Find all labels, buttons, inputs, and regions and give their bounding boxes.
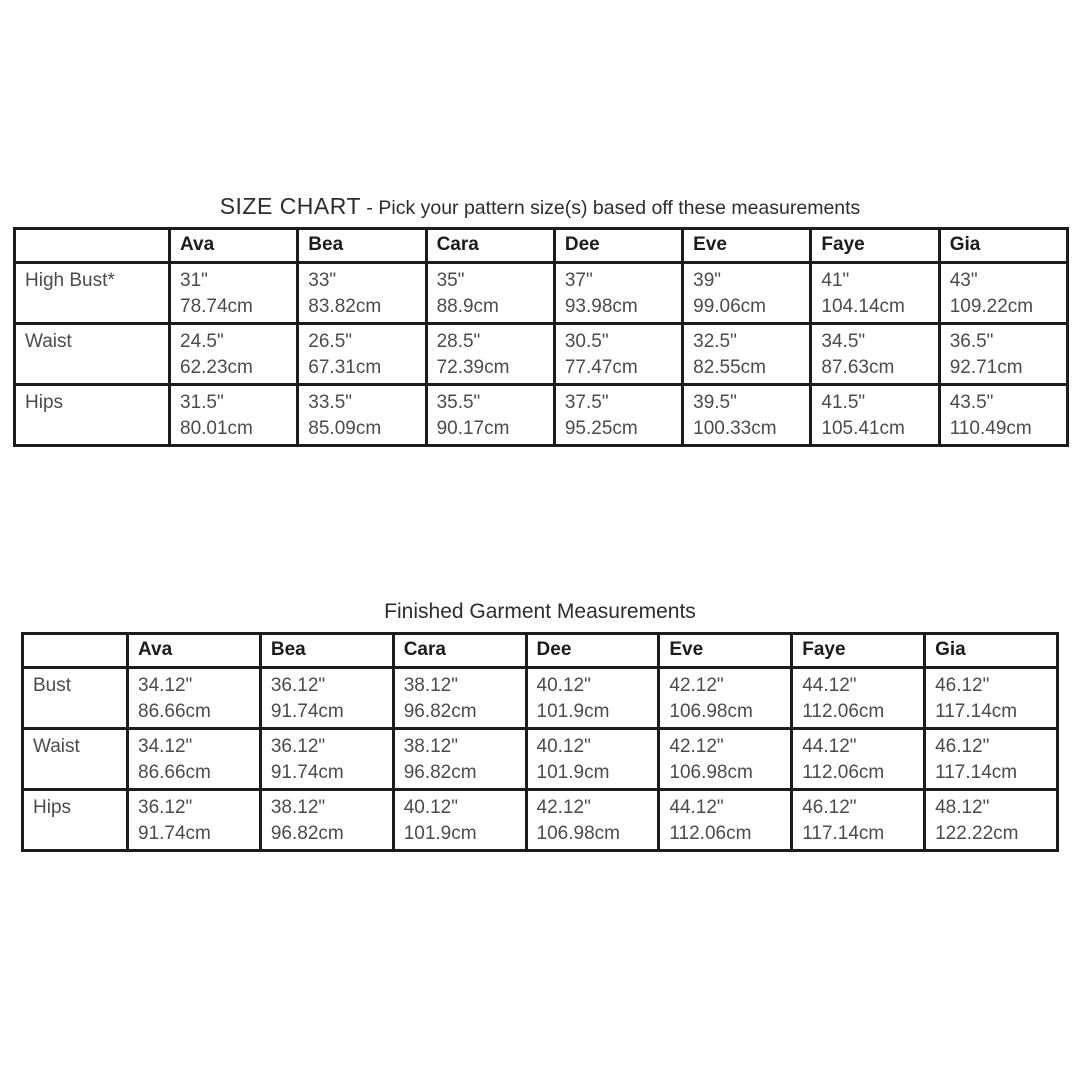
measurement-inches: 43" [949,270,978,291]
measurement-centimeters: 99.06cm [693,296,766,317]
measurement-cell [939,263,1067,324]
measurement-cell [683,324,811,385]
size-column-header: Gia [925,634,1058,668]
measurement-centimeters: 104.14cm [821,296,905,317]
measurement-centimeters: 117.14cm [935,701,1018,722]
size-column-header: Ava [170,229,298,263]
size-column-header: Eve [683,229,811,263]
size-chart-title-subtitle: Pick your pattern size(s) based off these measurements [378,197,861,219]
measurement-cell [939,385,1067,446]
measurement-row-label: Hips [15,385,170,446]
measurement-inches: 33.5" [308,392,353,413]
header-row [15,229,1068,263]
measurement-cell [526,668,659,729]
measurement-cell [811,385,939,446]
measurement-cell [925,729,1058,790]
measurement-centimeters: 91.74cm [138,823,211,844]
header-row [23,634,1058,668]
measurement-centimeters: 62.23cm [180,357,253,378]
measurement-cell [659,790,792,851]
measurement-cell [683,385,811,446]
measurement-centimeters: 101.9cm [536,762,610,783]
measurement-cell [683,263,811,324]
measurement-cell [939,324,1067,385]
measurement-inches: 44.12" [669,797,724,818]
size-column-header: Eve [659,634,792,668]
measurement-cell [170,324,298,385]
measurement-cell [659,729,792,790]
measurement-inches: 41" [821,270,850,291]
measurement-centimeters: 72.39cm [436,357,510,378]
table-row [15,263,1068,324]
measurement-centimeters: 112.06cm [669,823,752,844]
measurement-inches: 34.12" [138,736,193,757]
size-chart-title [0,193,1080,220]
table-row [23,790,1058,851]
measurement-inches: 37" [564,270,593,291]
measurement-centimeters: 96.82cm [403,701,477,722]
measurement-centimeters: 91.74cm [270,762,344,783]
measurement-row-label: High Bust* [15,263,170,324]
measurement-row-label: Hips [23,790,128,851]
measurement-centimeters: 106.98cm [669,701,753,722]
measurement-centimeters: 96.82cm [403,762,477,783]
measurement-cell [128,729,261,790]
size-column-header: Dee [526,634,659,668]
finished-garment-table [21,632,1059,852]
measurement-cell [792,668,925,729]
measurement-cell [128,790,261,851]
measurement-centimeters: 117.14cm [802,823,885,844]
measurement-centimeters: 112.06cm [802,762,885,783]
measurement-inches: 31" [180,270,208,291]
measurement-centimeters: 96.82cm [270,823,344,844]
measurement-centimeters: 67.31cm [308,357,382,378]
measurement-centimeters: 83.82cm [308,296,382,317]
measurement-inches: 42.12" [669,736,724,757]
measurement-cell [128,668,261,729]
measurement-centimeters: 93.98cm [564,296,638,317]
measurement-inches: 33" [308,270,337,291]
measurement-inches: 40.12" [403,797,458,818]
size-column-header: Ava [128,634,261,668]
measurement-centimeters: 109.22cm [949,296,1034,317]
measurement-cell [298,385,426,446]
measurement-inches: 24.5" [180,331,224,352]
measurement-inches: 46.12" [802,797,857,818]
measurement-cell [792,729,925,790]
measurement-cell [170,385,298,446]
measurement-cell [170,263,298,324]
measurement-centimeters: 117.14cm [935,762,1018,783]
measurement-inches: 28.5" [436,331,481,352]
measurement-centimeters: 78.74cm [180,296,253,317]
measurement-inches: 43.5" [949,392,994,413]
measurement-inches: 42.12" [669,675,724,696]
table-row [15,324,1068,385]
measurement-inches: 26.5" [308,331,353,352]
measurement-inches: 38.12" [270,797,326,818]
table-row [23,668,1058,729]
measurement-row-label: Bust [23,668,128,729]
measurement-centimeters: 101.9cm [536,701,610,722]
measurement-cell [811,263,939,324]
measurement-inches: 40.12" [536,675,591,696]
measurement-cell [260,729,393,790]
measurement-row-label: Waist [15,324,170,385]
measurement-inches: 30.5" [564,331,609,352]
measurement-inches: 36.12" [270,675,326,696]
measurement-inches: 38.12" [403,675,458,696]
measurement-centimeters: 88.9cm [436,296,499,317]
measurement-cell [792,790,925,851]
measurement-centimeters: 106.98cm [536,823,620,844]
size-column-header: Bea [260,634,393,668]
measurement-inches: 39.5" [693,392,737,413]
measurement-cell [526,729,659,790]
size-column-header: Faye [792,634,925,668]
measurement-inches: 32.5" [693,331,737,352]
measurement-centimeters: 122.22cm [935,823,1019,844]
measurement-inches: 44.12" [802,675,857,696]
measurement-inches: 41.5" [821,392,866,413]
measurement-inches: 34.5" [821,331,866,352]
measurement-cell [811,324,939,385]
measurement-centimeters: 80.01cm [180,418,253,439]
measurement-centimeters: 86.66cm [138,701,211,722]
measurement-cell [393,790,526,851]
measurement-cell [393,729,526,790]
measurement-inches: 48.12" [935,797,990,818]
size-column-header: Faye [811,229,939,263]
measurement-cell [260,668,393,729]
measurement-inches: 42.12" [536,797,591,818]
measurement-cell [426,385,554,446]
size-column-header: Cara [393,634,526,668]
measurement-centimeters: 105.41cm [821,418,905,439]
measurement-centimeters: 112.06cm [802,701,885,722]
measurement-cell [659,668,792,729]
measurement-cell [554,385,682,446]
measurement-centimeters: 95.25cm [564,418,638,439]
measurement-inches: 37.5" [564,392,609,413]
measurement-inches: 39" [693,270,722,291]
finished-garment-title: Finished Garment Measurements [384,600,696,623]
measurement-inches: 44.12" [802,736,857,757]
measurement-cell [554,324,682,385]
measurement-cell [393,668,526,729]
size-chart-title-main: SIZE CHART [219,193,362,219]
measurement-cell [426,263,554,324]
measurement-inches: 35.5" [436,392,481,413]
measurement-cell [925,668,1058,729]
corner-cell [15,229,170,263]
measurement-inches: 46.12" [935,675,990,696]
size-chart-title-separator: - [361,197,379,219]
measurement-cell [526,790,659,851]
measurement-centimeters: 106.98cm [669,762,753,783]
measurement-centimeters: 86.66cm [138,762,211,783]
measurement-inches: 36.12" [138,797,193,818]
measurement-centimeters: 85.09cm [308,418,382,439]
measurement-cell [298,263,426,324]
measurement-inches: 31.5" [180,392,224,413]
measurement-centimeters: 101.9cm [403,823,477,844]
measurement-cell [925,790,1058,851]
body-measurements-table [13,227,1069,447]
measurement-centimeters: 77.47cm [564,357,638,378]
measurement-inches: 34.12" [138,675,193,696]
size-column-header: Dee [554,229,682,263]
measurement-centimeters: 87.63cm [821,357,895,378]
measurement-centimeters: 90.17cm [436,418,510,439]
measurement-cell [298,324,426,385]
measurement-centimeters: 91.74cm [270,701,344,722]
table-row [15,385,1068,446]
measurement-inches: 38.12" [403,736,458,757]
size-column-header: Cara [426,229,554,263]
measurement-cell [426,324,554,385]
measurement-inches: 40.12" [536,736,591,757]
measurement-centimeters: 100.33cm [693,418,777,439]
corner-cell [23,634,128,668]
size-column-header: Bea [298,229,426,263]
measurement-centimeters: 110.49cm [949,418,1032,439]
measurement-inches: 35" [436,270,465,291]
measurement-centimeters: 92.71cm [949,357,1023,378]
table-row [23,729,1058,790]
measurement-inches: 36.12" [270,736,326,757]
measurement-cell [554,263,682,324]
measurement-centimeters: 82.55cm [693,357,766,378]
measurement-inches: 36.5" [949,331,994,352]
measurement-inches: 46.12" [935,736,990,757]
measurement-row-label: Waist [23,729,128,790]
measurement-cell [260,790,393,851]
size-column-header: Gia [939,229,1067,263]
